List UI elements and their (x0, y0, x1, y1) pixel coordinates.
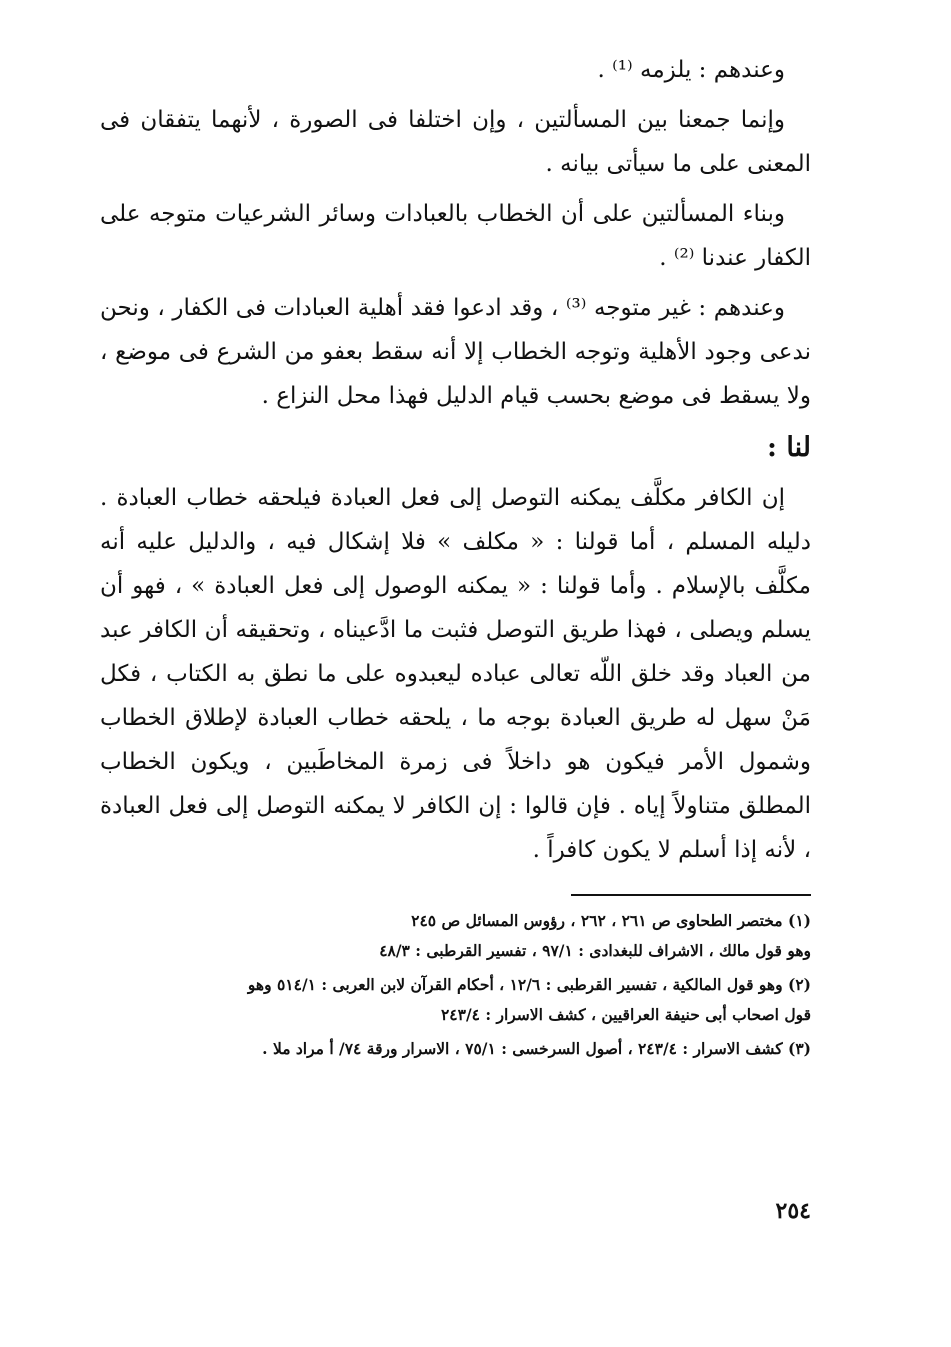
footnote-1-line-2: وهو قول مالك ، الاشراف للبغدادى : ٩٧/١ ، تفسير القرطبى : ٤٨/٣ (379, 941, 811, 960)
paragraph-5: إن الكافر مكلَّف يمكنه التوصل إلى فعل العبادة فيلحقه خطاب العبادة . دليله المسلم ، أما قولنا : « مكلف » فلا إشكال فيه ، والدليل عليه أنه مكلَّف بالإسلام . وأما قولنا : « يمكنه الوصول إلى فعل العبادة » ، فهو أن يسلم ويصلى ، فهذا طريق التوصل فثبت ما ادَّعيناه ، وتحقيقه أن الكافر عبد من العباد وقد خلق اللّه تعالى عباده ليعبدوه على ما نطق به الكتاب ، فكل مَنْ سهل له طريق العبادة بوجه ما ، يلحقه خطاب العبادة لإطلاق الخطاب وشمول الأمر فيكون هو داخلاً فى زمرة المخاطَبين ، ويكون الخطاب المطلق متناولاً إياه . فإن قالوا : إن الكافر لا يمكنه التوصل إلى فعل العبادة ، لأنه إذا أسلم لا يكون كافراً . (100, 485, 811, 863)
paragraph-3: وبناء المسألتين على أن الخطاب بالعبادات وسائر الشرعيات متوجه على الكفار عندنا ⁽²⁾ . (100, 201, 811, 271)
page-number: ٢٥٤ (775, 1198, 811, 1224)
section-heading: لنا : (767, 432, 811, 463)
paragraph-4: وعندهم : غير متوجه ⁽³⁾ ، وقد ادعوا فقد أهلية العبادات فى الكفار ، ونحن ندعى وجود الأهلية وتوجه الخطاب إلا أنه سقط بعفو من الشرع فى موضع ، ولا يسقط فى موضع بحسب قيام الدليل فهذا محل النزاع . (100, 295, 811, 409)
footnote-3 (100, 1034, 811, 1064)
footnote-2-line-1: (٢) وهو قول المالكية ، تفسير القرطبى : ١٢/٦ ، أحكام القرآن لابن العربى : ٥١٤/١ وهو (247, 975, 811, 994)
footnotes (100, 906, 811, 1064)
paragraph-1: وعندهم : يلزمه ⁽¹⁾ . (597, 57, 785, 83)
footnote-1 (100, 906, 811, 966)
footnote-2 (100, 970, 811, 1030)
footnote-divider (571, 894, 811, 896)
footnote-2-line-2: قول اصحاب أبى حنيفة العراقيين ، كشف الاسرار : ٢٤٣/٤ (440, 1005, 811, 1024)
footnote-3-line-1: (٣) كشف الاسرار : ٢٤٣/٤ ، أصول السرخسى : ٧٥/١ ، الاسرار ورقة ٧٤/ أ مراد ملا . (262, 1039, 811, 1058)
paragraph-2: وإنما جمعنا بين المسألتين ، وإن اختلفا فى الصورة ، لأنهما يتفقان فى المعنى على ما سيأتى بيانه . (100, 107, 811, 177)
footnote-1-line-1: (١) مختصر الطحاوى ص ٢٦١ ، ٢٦٢ ، رؤوس المسائل ص ٢٤٥ (411, 911, 811, 930)
